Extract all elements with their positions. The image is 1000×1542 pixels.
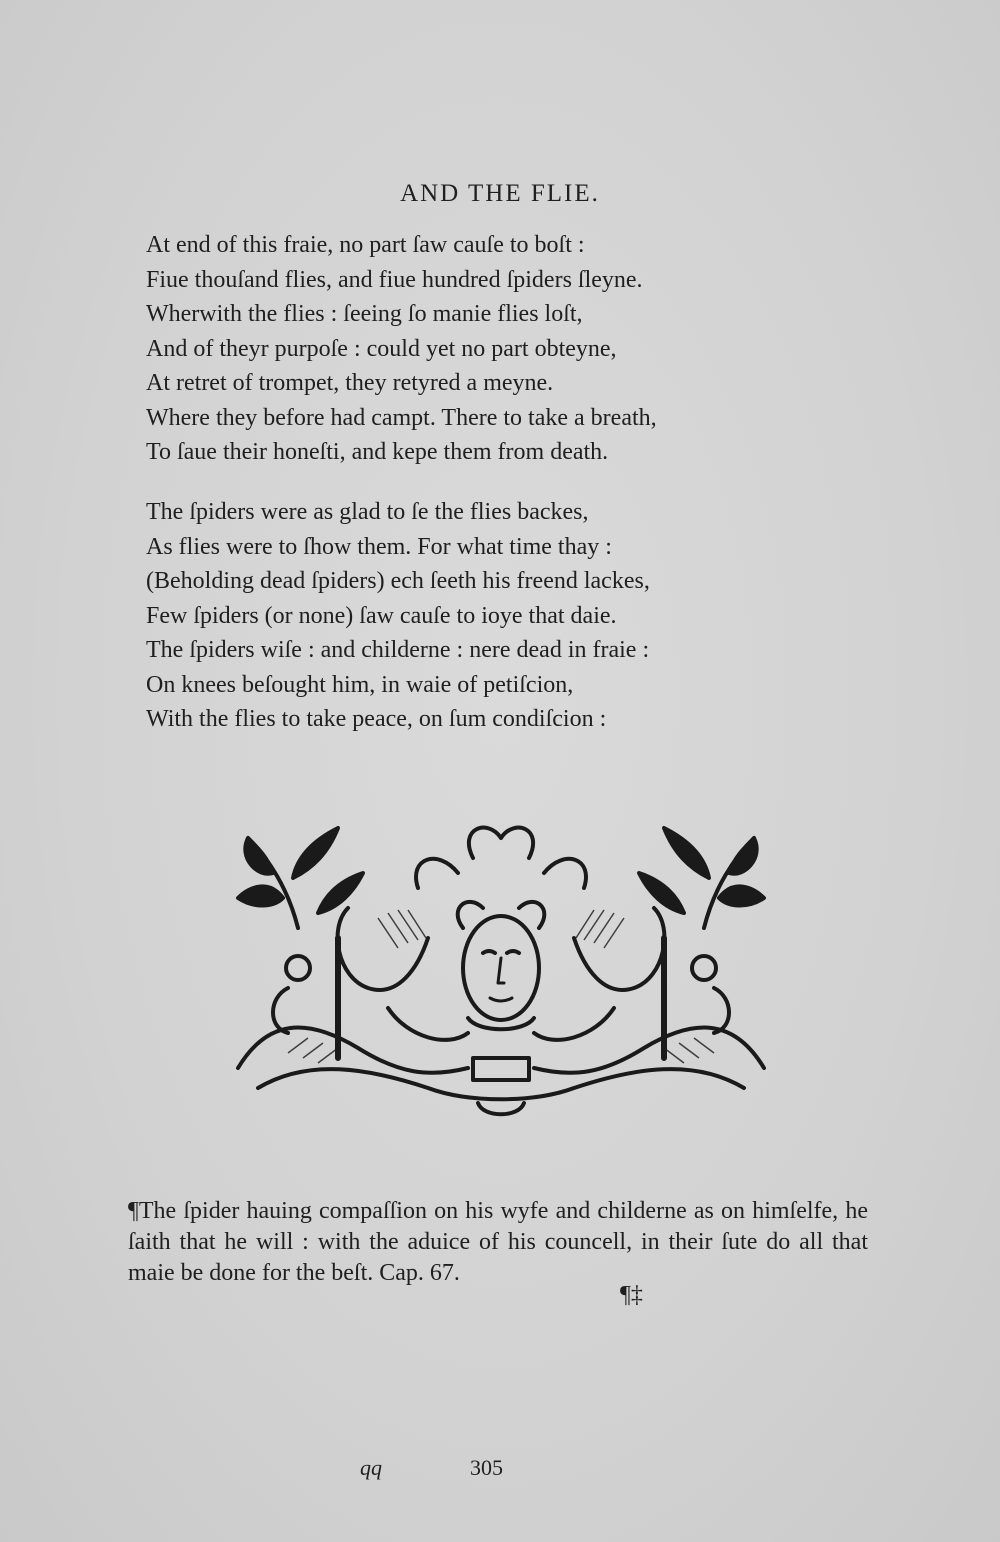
signature-mark: ¶‡ [620,1282,643,1308]
verse-line: To ſaue their honeſti, and kepe them from death. [146,439,609,465]
stanza-1 [146,228,866,470]
running-head: AND THE FLIE. [400,180,600,207]
verse-line: Wherwith the flies : ſeeing ſo manie flies loſt, [146,301,583,327]
signature-letters: qq [360,1455,382,1480]
page-number: 305 [470,1455,503,1480]
verse-line: On knees beſought him, in waie of petiſcion, [146,671,574,698]
woodcut-ornament-icon [228,818,774,1118]
verse-line: And of theyr purpoſe : could yet no part obteyne, [146,335,617,362]
verse-line: With the flies to take peace, on ſum condiſcion : [146,706,607,732]
verse-line: As flies were to ſhow them. For what time thay : [146,533,612,560]
verse-line: The ſpiders wiſe : and childerne : nere dead in fraie : [146,637,650,663]
verse-line: Fiue thouſand flies, and fiue hundred ſpiders ſleyne. [146,266,643,293]
verse-line: The ſpiders were as glad to ſe the flies backes, [146,499,589,525]
page-footer [0,1455,1000,1495]
chapter-heading: ¶The ſpider hauing compaſſion on his wyfe and childerne as on himſelfe, he ſaith that he will : with the aduice of his councell, in their ſute do all that maie be done for the beſt. Cap. 67. [128,1198,868,1286]
stanza-2 [146,495,866,737]
verse-line: At end of this fraie, no part ſaw cauſe to boſt : [146,232,585,258]
verse-line: Where they before had campt. There to take a breath, [146,404,657,431]
verse-line: Few ſpiders (or none) ſaw cauſe to ioye that daie. [146,602,617,629]
verse-line: (Beholding dead ſpiders) ech ſeeth his freend lackes, [146,568,650,594]
verse-line: At retret of trompet, they retyred a meyne. [146,370,554,396]
